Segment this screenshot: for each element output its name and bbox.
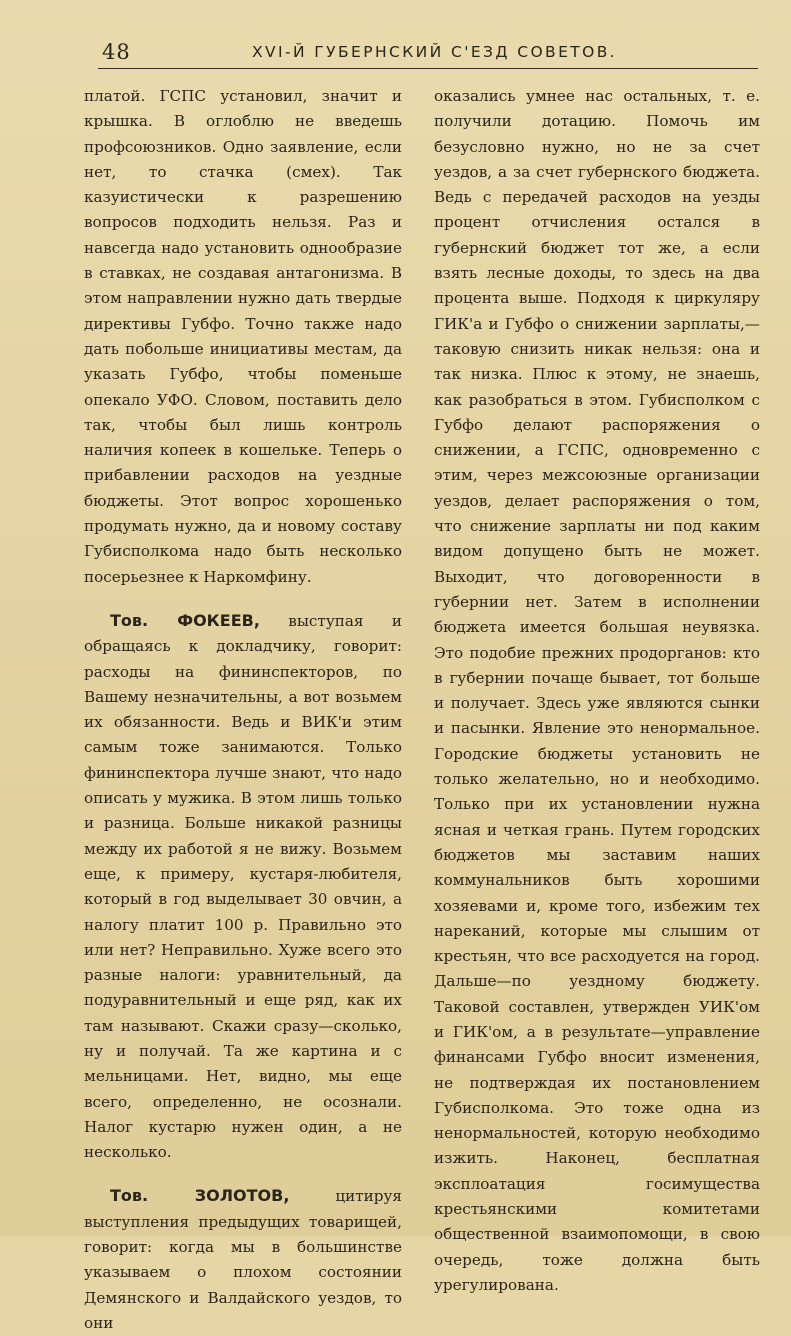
running-title: XVI-Й ГУБЕРНСКИЙ С'ЕЗД СОВЕТОВ. [252,43,618,61]
page-header [102,40,752,68]
speaker-name: Тов. ЗОЛОТОВ, [110,1186,290,1206]
page-number: 48 [102,40,131,64]
paragraph: оказались умнее нас остальных, т. е. получили дотацию. Помочь им безусловно нужно, но не за счет уездов, а за счет губернского бюджета. Ведь с передачей расходов на уезды процент отчисления остался в губернский бюджет тот же, а если взять лесные доходы, то здесь на два процента выше. Подходя к циркуляру ГИК'а и Губфо о снижении зарплаты,—таковую снизить никак нельзя: она и так низка. Плюс к этому, не знаешь, как разобраться в этом. Губисполком с Губфо делают распоряжения о снижении, а ГСПС, одновременно с этим, через межсоюзные организации уездов, делает распоряжения о том, что снижение зарплаты ни под каким видом допущено быть не может. Выходит, что договоренности в губернии нет. Затем в исполнении бюджета имеется большая неувязка. Это подобие прежних продорганов: кто в губернии почаще бывает, тот больше и получает. Здесь уже являются сынки и пасынки. Явление это ненормальное. Городские бюджеты установить не только желательно, но и необходимо. Только при их установлении нужна ясная и четкая грань. Путем городских бюджетов мы заставим наших коммунальников быть хорошими хозяевами и, кроме того, избежим тех нареканий, которые мы слышим от крестьян, что все расходуется на город. Дальше—по уездному бюджету. Таковой составлен, утвержден УИК'ом и ГИК'ом, а в результате—управление финансами Губфо вносит изменения, не подтверждая их постановлением Губисполкома. Это тоже одна из ненормальностей, которую необходимо изжить. Наконец, бесплатная эксплоатация госимущества крестьянскими комитетами общественной взаимопомощи, в свою очередь, тоже должна быть урегулирована. [434,87,760,1294]
paragraph [84,1183,402,1336]
left-column [84,84,402,1336]
paragraph [84,608,402,1166]
paragraph: платой. ГСПС установил, значит и крышка. В оглоблю не введешь профсоюзников. Одно заявление, если нет, то стачка (смех). Так казуистически к разрешению вопросов подходить нельзя. Раз и навсегда надо установить однообразие в ставках, не создавая антагонизма. В этом направлении нужно дать твердые директивы Губфо. Точно также надо дать побольше инициативы местам, да указать Губфо, чтобы поменьше опекало УФО. Словом, поставить дело так, чтобы был лишь контроль наличия копеек в кошельке. Теперь о прибавлении расходов на уездные бюджеты. Этот вопрос хорошенько продумать нужно, да и новому составу Губисполкома надо быть несколько посерьезнее к Наркомфину. [84,87,402,586]
paragraph-text: выступая и обращаясь к докладчику, говорит: расходы на фининспекторов, по Вашему незначительны, а вот возьмем их обязанности. Ведь и ВИК'и этим самым тоже занимаются. Только фининспектора лучше знают, что надо описать у мужика. В этом лишь только и разница. Больше никакой разницы между их работой я не вижу. Возьмем еще, к примеру, кустаря-любителя, который в год выделывает 30 овчин, а налогу платит 100 р. Правильно это или нет? Неправильно. Хуже всего это разные налоги: уравнительный, да подуравнительный и еще ряд, как их там называют. Скажи сразу—сколько, ну и получай. Та же картина и с мельницами. Нет, видно, мы еще всего, определенно, не осознали. Налог кустарю нужен один, а не несколько. [84,611,402,1162]
paragraph-text: цитируя выступления предыдущих товарищей, говорит: когда мы в большинстве указываем о плохом состоянии Демянского и Валдайского уездов, то они [84,1187,402,1332]
right-column [434,84,760,1298]
speaker-name: Тов. ФОКЕЕВ, [110,610,260,630]
header-rule [98,68,758,69]
